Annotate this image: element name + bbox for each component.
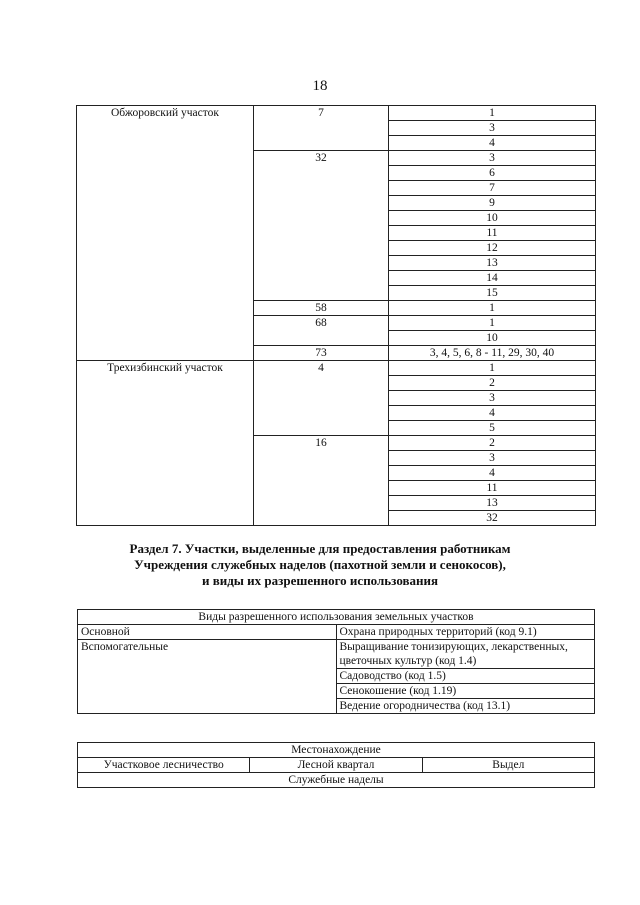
aux-use-value: Выращивание тонизирующих, лекарственных, цветочных культур (код 1.4) bbox=[336, 640, 595, 669]
section-7-title bbox=[60, 541, 580, 589]
vydel-number: 4 bbox=[389, 136, 596, 151]
plots-table bbox=[76, 105, 596, 526]
vydel-number: 9 bbox=[389, 196, 596, 211]
page-number: 18 bbox=[312, 78, 328, 94]
kvartal-number: 68 bbox=[254, 316, 389, 346]
region-name: Обжоровский участок bbox=[77, 106, 254, 361]
vydel-number: 4 bbox=[389, 466, 596, 481]
kvartal-number: 7 bbox=[254, 106, 389, 151]
main-use-value: Охрана природных территорий (код 9.1) bbox=[336, 625, 595, 640]
main-use-label: Основной bbox=[78, 625, 337, 640]
plots-table-body bbox=[77, 106, 596, 526]
vydel-number: 3 bbox=[389, 451, 596, 466]
vydel-number: 6 bbox=[389, 166, 596, 181]
vydel-number: 12 bbox=[389, 241, 596, 256]
vydel-number: 3 bbox=[389, 151, 596, 166]
vydel-number: 4 bbox=[389, 406, 596, 421]
col-forest-quarter: Лесной квартал bbox=[250, 758, 422, 773]
kvartal-number: 73 bbox=[254, 346, 389, 361]
vydel-number: 10 bbox=[389, 211, 596, 226]
plots-table-row bbox=[77, 361, 596, 376]
aux-use-value: Ведение огородничества (код 13.1) bbox=[336, 699, 595, 714]
col-vydel: Выдел bbox=[422, 758, 594, 773]
plots-table-row bbox=[77, 106, 596, 121]
section-7-title-line-1: Раздел 7. Участки, выделенные для предоставления работникам bbox=[129, 541, 511, 556]
vydel-number: 13 bbox=[389, 256, 596, 271]
vydel-number: 3, 4, 5, 6, 8 - 11, 29, 30, 40 bbox=[389, 346, 596, 361]
vydel-number: 10 bbox=[389, 331, 596, 346]
vydel-number: 13 bbox=[389, 496, 596, 511]
location-header: Местонахождение bbox=[78, 743, 595, 758]
vydel-number: 5 bbox=[389, 421, 596, 436]
vydel-number: 32 bbox=[389, 511, 596, 526]
service-plots-subheader: Служебные наделы bbox=[78, 773, 595, 788]
col-forestry-district: Участковое лесничество bbox=[78, 758, 250, 773]
vydel-number: 3 bbox=[389, 391, 596, 406]
aux-use-value: Сенокошение (код 1.19) bbox=[336, 684, 595, 699]
vydel-number: 11 bbox=[389, 481, 596, 496]
aux-use-value: Садоводство (код 1.5) bbox=[336, 669, 595, 684]
vydel-number: 1 bbox=[389, 316, 596, 331]
kvartal-number: 32 bbox=[254, 151, 389, 301]
permitted-uses-header: Виды разрешенного использования земельных участков bbox=[78, 610, 595, 625]
vydel-number: 3 bbox=[389, 121, 596, 136]
vydel-number: 2 bbox=[389, 436, 596, 451]
vydel-number: 14 bbox=[389, 271, 596, 286]
aux-use-label: Вспомогательные bbox=[78, 640, 337, 714]
section-7-title-line-2: Учреждения служебных наделов (пахотной земли и сенокосов), bbox=[134, 557, 506, 572]
vydel-number: 2 bbox=[389, 376, 596, 391]
vydel-number: 1 bbox=[389, 301, 596, 316]
kvartal-number: 58 bbox=[254, 301, 389, 316]
vydel-number: 1 bbox=[389, 106, 596, 121]
vydel-number: 11 bbox=[389, 226, 596, 241]
kvartal-number: 4 bbox=[254, 361, 389, 436]
permitted-uses-table bbox=[77, 609, 595, 714]
region-name: Трехизбинский участок bbox=[77, 361, 254, 526]
vydel-number: 7 bbox=[389, 181, 596, 196]
vydel-number: 1 bbox=[389, 361, 596, 376]
kvartal-number: 16 bbox=[254, 436, 389, 526]
section-7-title-line-3: и виды их разрешенного использования bbox=[201, 573, 439, 588]
location-table bbox=[77, 742, 595, 788]
vydel-number: 15 bbox=[389, 286, 596, 301]
